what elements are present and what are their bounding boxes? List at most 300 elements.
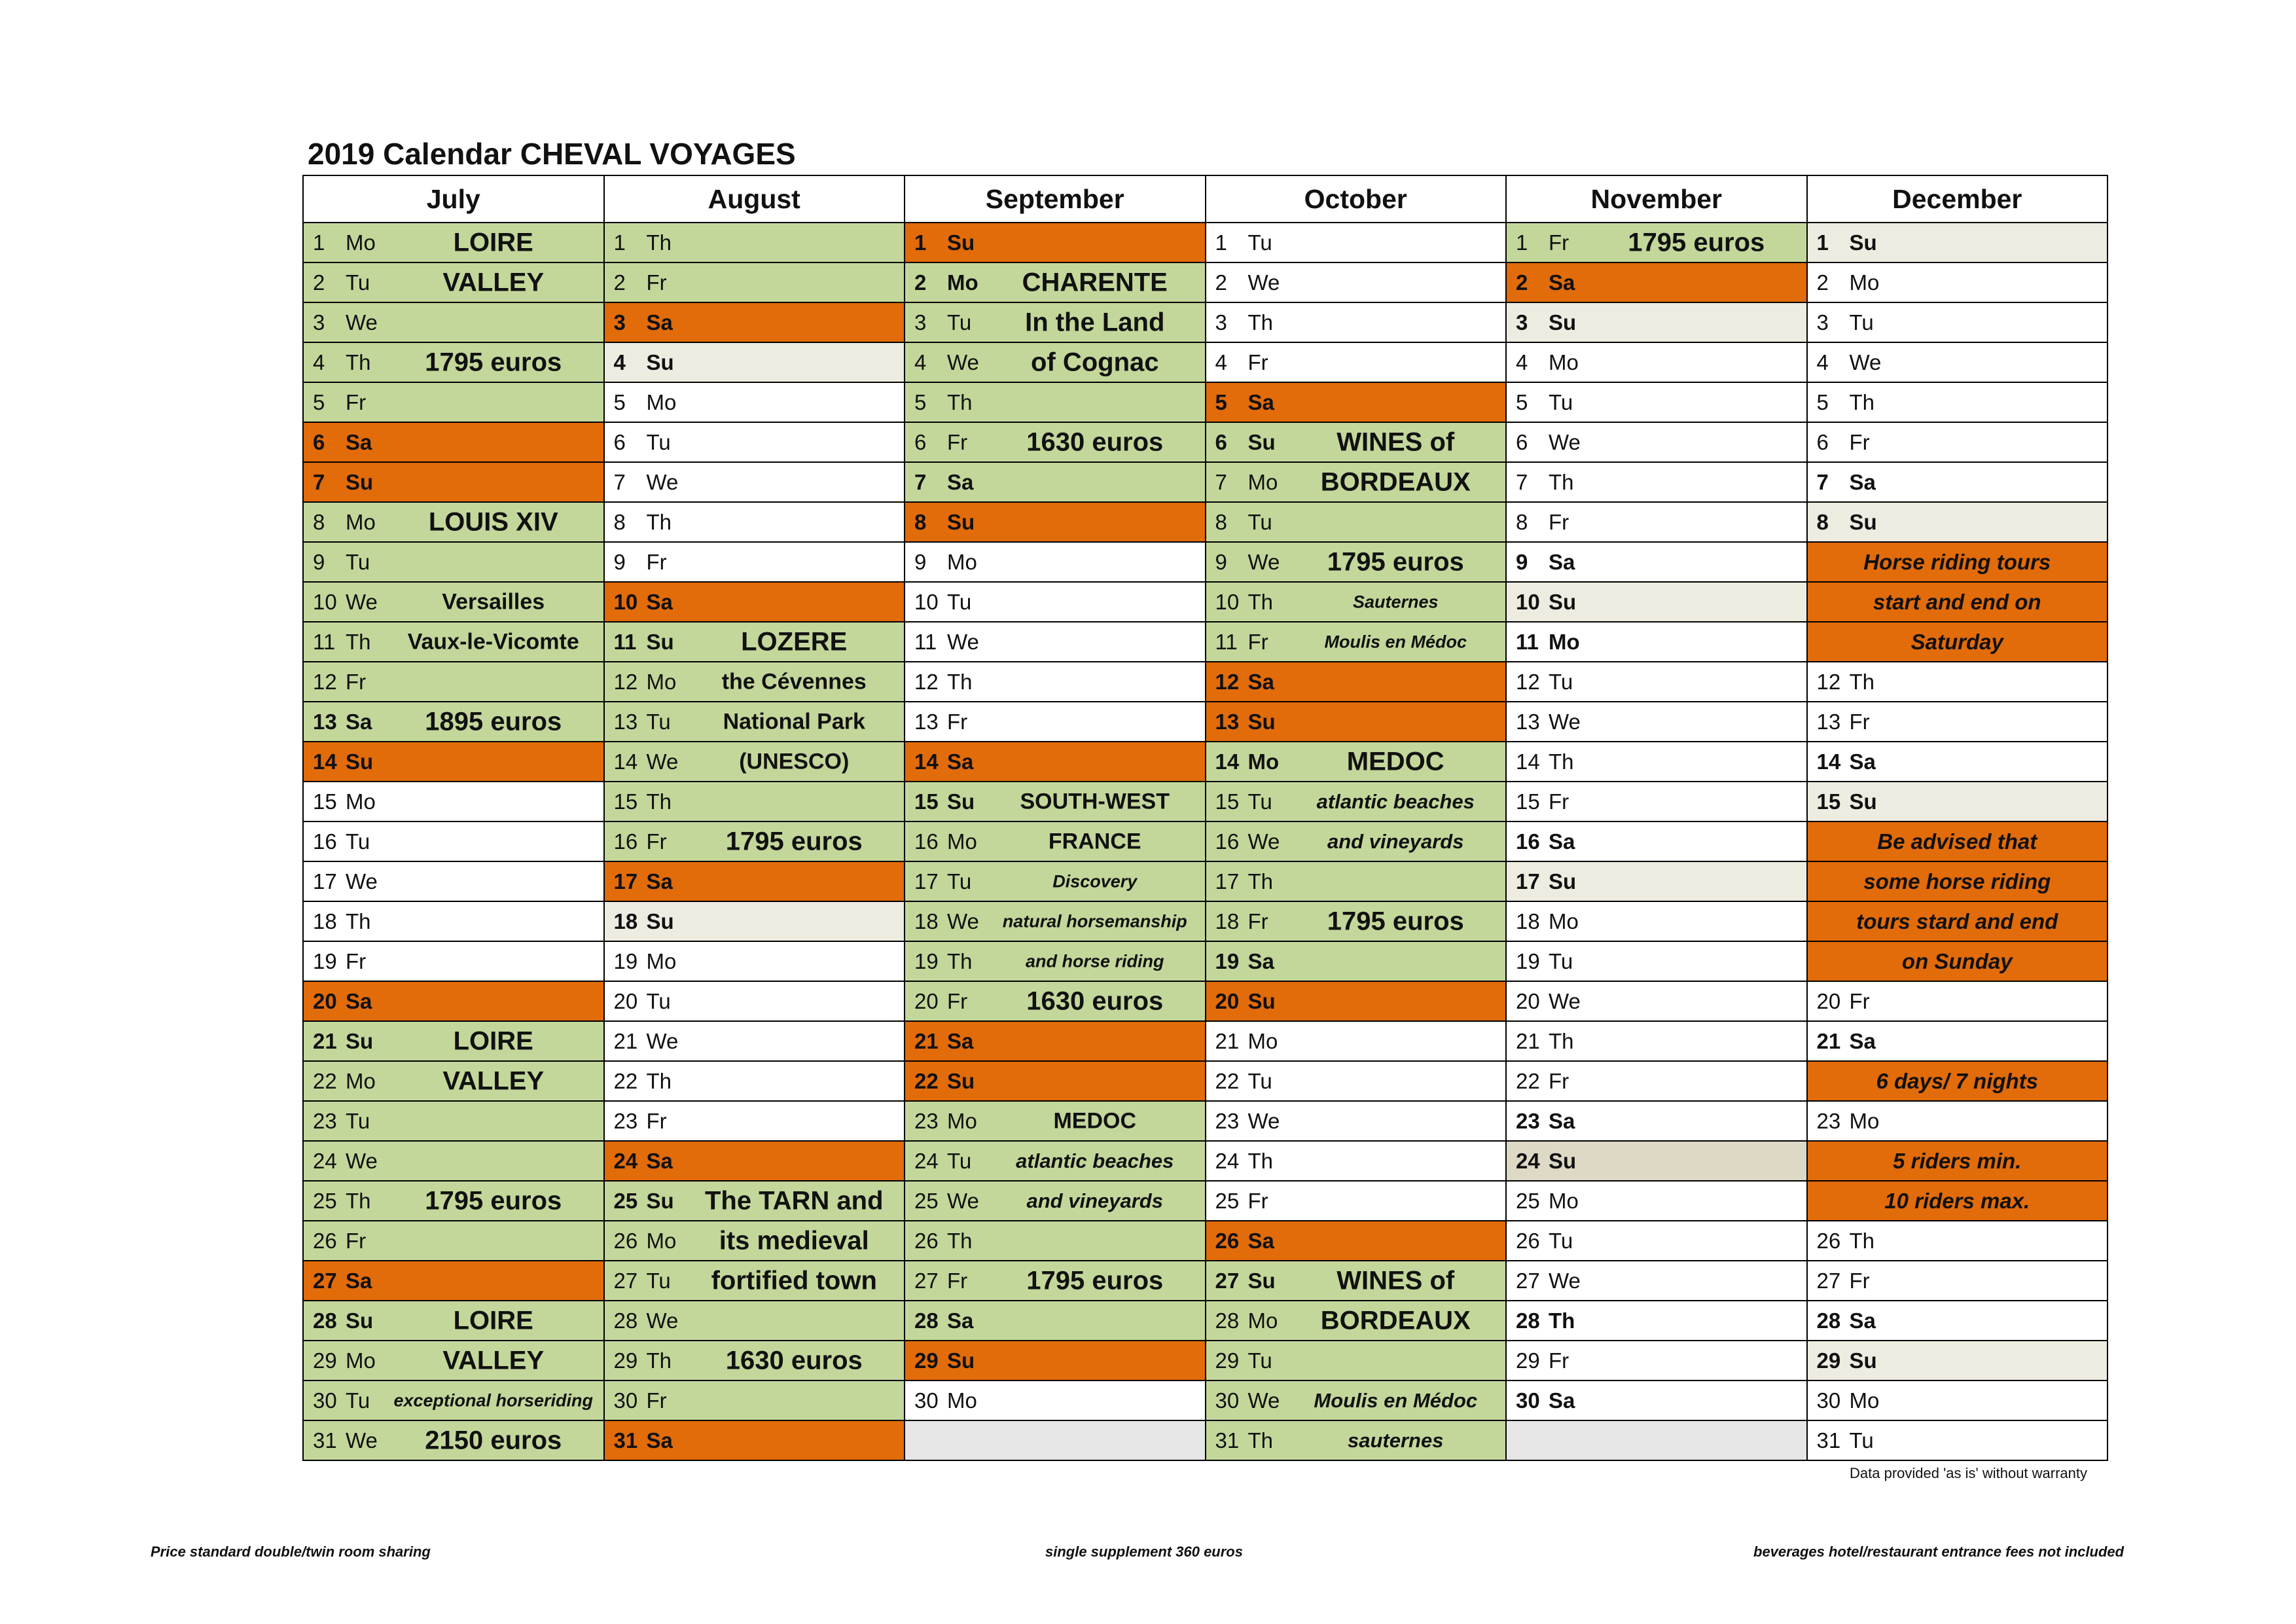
day-cell-august bbox=[604, 941, 905, 981]
day-number: 23 bbox=[1516, 1108, 1540, 1133]
tour-note: Saturday bbox=[1910, 629, 2003, 654]
tour-note: and vineyards bbox=[1026, 1189, 1163, 1212]
day-number: 19 bbox=[1215, 948, 1240, 973]
day-number: 26 bbox=[313, 1228, 337, 1253]
day-cell-july bbox=[303, 662, 604, 702]
weekday-label: Sa bbox=[346, 988, 372, 1013]
day-cell-december bbox=[1807, 981, 2108, 1021]
day-number: 29 bbox=[1816, 1348, 1841, 1373]
tour-note: exceptional horseriding bbox=[393, 1390, 594, 1410]
day-number: 26 bbox=[914, 1228, 939, 1253]
day-cell-december bbox=[1807, 1341, 2108, 1380]
day-number: 24 bbox=[1215, 1148, 1240, 1173]
weekday-label: Th bbox=[947, 1228, 973, 1253]
calendar-row bbox=[303, 382, 2108, 422]
month-header-row bbox=[303, 175, 2108, 223]
weekday-label: Th bbox=[646, 789, 672, 814]
day-number: 28 bbox=[313, 1308, 337, 1333]
weekday-label: Th bbox=[947, 669, 973, 694]
weekday-label: Mo bbox=[947, 1108, 977, 1133]
day-cell-september bbox=[905, 662, 1206, 702]
tour-note: VALLEY bbox=[442, 268, 545, 297]
day-number: 10 bbox=[1215, 589, 1240, 614]
day-cell-november bbox=[1506, 702, 1807, 742]
day-cell-july bbox=[303, 262, 604, 302]
day-cell-november bbox=[1506, 1181, 1807, 1221]
day-number: 12 bbox=[914, 669, 939, 694]
weekday-label: Th bbox=[346, 1188, 371, 1213]
day-cell-july bbox=[303, 462, 604, 502]
day-cell-november bbox=[1506, 302, 1807, 342]
day-cell-july bbox=[303, 1141, 604, 1181]
weekday-label: Sa bbox=[346, 1268, 372, 1293]
day-cell-november bbox=[1506, 1221, 1807, 1261]
day-cell-november bbox=[1506, 941, 1807, 981]
day-number: 18 bbox=[1516, 909, 1540, 933]
weekday-label: Th bbox=[346, 629, 371, 654]
day-number: 8 bbox=[914, 509, 927, 534]
day-cell-november bbox=[1506, 1380, 1807, 1420]
weekday-label: Su bbox=[1849, 230, 1877, 255]
disclaimer: Data provided 'as is' without warranty bbox=[1850, 1465, 2088, 1481]
day-cell-july bbox=[303, 582, 604, 622]
weekday-label: We bbox=[646, 1308, 679, 1333]
day-cell-november bbox=[1506, 1341, 1807, 1380]
tour-note: 1795 euros bbox=[425, 1186, 562, 1215]
weekday-label: Fr bbox=[646, 270, 667, 295]
day-cell-august bbox=[604, 782, 905, 821]
weekday-label: Mo bbox=[947, 1388, 977, 1413]
day-number: 18 bbox=[313, 909, 337, 933]
day-number: 11 bbox=[1215, 629, 1238, 654]
day-cell-september bbox=[905, 582, 1206, 622]
day-number: 13 bbox=[1215, 709, 1240, 734]
weekday-label: Mo bbox=[1549, 1188, 1579, 1213]
day-number: 22 bbox=[914, 1068, 939, 1093]
tour-note: sauternes bbox=[1348, 1428, 1444, 1452]
tour-note: SOUTH-WEST bbox=[1020, 789, 1170, 814]
weekday-label: Su bbox=[1549, 869, 1577, 893]
weekday-label: Sa bbox=[1849, 749, 1876, 774]
weekday-label: We bbox=[1549, 1268, 1581, 1293]
day-number: 10 bbox=[914, 589, 939, 614]
weekday-label: Tu bbox=[1247, 789, 1272, 814]
weekday-label: Tu bbox=[646, 429, 671, 454]
weekday-label: Tu bbox=[1849, 1428, 1874, 1453]
tour-note: Moulis en Médoc bbox=[1314, 1388, 1478, 1412]
weekday-label: Sa bbox=[646, 310, 673, 334]
day-number: 17 bbox=[1516, 869, 1540, 893]
tour-note: fortified town bbox=[711, 1266, 877, 1295]
day-cell-december bbox=[1807, 1301, 2108, 1341]
weekday-label: Tu bbox=[947, 589, 972, 614]
day-cell-september bbox=[905, 302, 1206, 342]
tour-note: MEDOC bbox=[1053, 1108, 1137, 1133]
day-number: 2 bbox=[1816, 270, 1829, 295]
day-cell-december bbox=[1807, 1380, 2108, 1420]
calendar-row bbox=[303, 342, 2108, 382]
day-cell-november bbox=[1506, 1301, 1807, 1341]
day-number: 15 bbox=[1215, 789, 1240, 814]
tour-note: National Park bbox=[723, 709, 865, 734]
weekday-label: Mo bbox=[1247, 749, 1280, 774]
day-cell-december bbox=[1807, 462, 2108, 502]
day-cell-november bbox=[1506, 782, 1807, 821]
weekday-label: Tu bbox=[646, 709, 671, 734]
day-number: 18 bbox=[914, 909, 939, 933]
weekday-label: Fr bbox=[947, 429, 968, 454]
day-cell-september bbox=[905, 1301, 1206, 1341]
day-cell-october bbox=[1206, 1061, 1507, 1101]
day-number: 12 bbox=[1516, 669, 1540, 694]
day-cell-august bbox=[604, 262, 905, 302]
tour-note: Vaux-le-Vicomte bbox=[407, 629, 579, 654]
weekday-label: Mo bbox=[947, 270, 978, 295]
day-cell-september bbox=[905, 262, 1206, 302]
tour-note: on Sunday bbox=[1901, 948, 2013, 973]
day-number: 15 bbox=[613, 789, 638, 814]
day-cell-july bbox=[303, 821, 604, 861]
weekday-label: Mo bbox=[947, 829, 977, 854]
weekday-label: We bbox=[1247, 829, 1280, 854]
day-number: 18 bbox=[1215, 909, 1240, 933]
day-number: 6 bbox=[613, 429, 626, 454]
weekday-label: Th bbox=[1849, 389, 1875, 414]
day-number: 28 bbox=[914, 1308, 939, 1333]
day-cell-september bbox=[905, 1221, 1206, 1261]
day-cell-december bbox=[1807, 582, 2108, 622]
day-cell-july bbox=[303, 1221, 604, 1261]
weekday-label: We bbox=[1247, 1108, 1280, 1133]
day-cell-september bbox=[905, 821, 1206, 861]
day-cell-november bbox=[1506, 582, 1807, 622]
day-number: 2 bbox=[1516, 270, 1528, 295]
weekday-label: Su bbox=[646, 909, 674, 933]
calendar-row bbox=[303, 622, 2108, 662]
day-cell-august bbox=[604, 1141, 905, 1181]
weekday-label: Su bbox=[1549, 589, 1577, 614]
day-cell-november bbox=[1506, 1021, 1807, 1061]
calendar-row bbox=[303, 1341, 2108, 1380]
day-number: 3 bbox=[1215, 310, 1227, 334]
weekday-label: Tu bbox=[1549, 389, 1573, 414]
day-cell-december bbox=[1807, 502, 2108, 542]
day-number: 21 bbox=[1816, 1028, 1841, 1053]
tour-note: the Cévennes bbox=[721, 669, 867, 694]
day-cell-august bbox=[604, 1221, 905, 1261]
day-cell-september bbox=[905, 901, 1206, 941]
weekday-label: We bbox=[947, 629, 979, 654]
day-cell-october bbox=[1206, 502, 1507, 542]
calendar-row bbox=[303, 821, 2108, 861]
tour-note: Horse riding tours bbox=[1863, 549, 2051, 574]
day-number: 19 bbox=[1516, 948, 1540, 973]
weekday-label: Sa bbox=[346, 709, 372, 734]
weekday-label: Tu bbox=[346, 270, 370, 295]
day-cell-august bbox=[604, 1341, 905, 1380]
weekday-label: Fr bbox=[1247, 629, 1268, 654]
tour-note: Be advised that bbox=[1877, 829, 2037, 854]
tour-note: tours stard and end bbox=[1856, 909, 2058, 933]
day-number: 16 bbox=[313, 829, 337, 854]
weekday-label: Su bbox=[1849, 509, 1877, 534]
day-number: 6 bbox=[313, 429, 325, 454]
day-cell-october bbox=[1206, 382, 1507, 422]
weekday-label: Th bbox=[1549, 1028, 1574, 1053]
weekday-label: We bbox=[1549, 429, 1581, 454]
calendar-row bbox=[303, 542, 2108, 582]
weekday-label: Fr bbox=[646, 829, 667, 854]
day-cell-august bbox=[604, 702, 905, 742]
day-cell-july bbox=[303, 861, 604, 901]
day-number: 30 bbox=[1215, 1388, 1240, 1413]
day-cell-november bbox=[1506, 901, 1807, 941]
day-cell-october bbox=[1206, 821, 1507, 861]
weekday-label: Sa bbox=[1247, 948, 1274, 973]
day-number: 21 bbox=[1215, 1028, 1240, 1053]
weekday-label: Th bbox=[1247, 1428, 1274, 1453]
day-cell-august bbox=[604, 861, 905, 901]
day-number: 6 bbox=[914, 429, 927, 454]
day-number: 2 bbox=[1215, 270, 1227, 295]
weekday-label: Fr bbox=[1247, 909, 1268, 933]
weekday-label: Tu bbox=[646, 1268, 671, 1293]
day-number: 6 bbox=[1516, 429, 1528, 454]
weekday-label: Su bbox=[947, 789, 975, 814]
calendar-table bbox=[302, 175, 2108, 1461]
weekday-label: Tu bbox=[1549, 948, 1573, 973]
day-cell-july bbox=[303, 1061, 604, 1101]
day-number: 29 bbox=[1516, 1348, 1540, 1373]
day-cell-september bbox=[905, 1061, 1206, 1101]
day-cell-september bbox=[905, 1021, 1206, 1061]
day-number: 1 bbox=[1215, 230, 1227, 255]
day-cell-november bbox=[1506, 1420, 1807, 1460]
day-number: 6 bbox=[1816, 429, 1829, 454]
day-number: 9 bbox=[1215, 549, 1227, 574]
day-cell-august bbox=[604, 662, 905, 702]
weekday-label: Su bbox=[947, 1348, 975, 1373]
day-number: 7 bbox=[313, 469, 325, 494]
day-cell-december bbox=[1807, 901, 2108, 941]
day-number: 23 bbox=[1215, 1108, 1240, 1133]
day-cell-november bbox=[1506, 622, 1807, 662]
weekday-label: Fr bbox=[1247, 350, 1268, 374]
day-number: 11 bbox=[313, 629, 336, 654]
weekday-label: Th bbox=[646, 1068, 672, 1093]
weekday-label: Tu bbox=[1247, 1348, 1272, 1373]
weekday-label: Sa bbox=[646, 869, 673, 893]
day-number: 1 bbox=[613, 230, 626, 255]
day-cell-october bbox=[1206, 542, 1507, 582]
calendar-row bbox=[303, 901, 2108, 941]
weekday-label: We bbox=[947, 909, 979, 933]
weekday-label: We bbox=[646, 469, 679, 494]
day-cell-november bbox=[1506, 742, 1807, 782]
weekday-label: Fr bbox=[346, 948, 367, 973]
day-cell-december bbox=[1807, 382, 2108, 422]
weekday-label: We bbox=[1549, 988, 1581, 1013]
calendar-row bbox=[303, 742, 2108, 782]
day-number: 27 bbox=[313, 1268, 337, 1293]
weekday-label: Tu bbox=[947, 310, 972, 334]
day-cell-august bbox=[604, 981, 905, 1021]
calendar-row bbox=[303, 1181, 2108, 1221]
weekday-label: Th bbox=[1247, 1148, 1274, 1173]
calendar-row bbox=[303, 1141, 2108, 1181]
day-number: 27 bbox=[613, 1268, 638, 1293]
weekday-label: Th bbox=[646, 509, 672, 534]
tour-note: 5 riders min. bbox=[1893, 1148, 2022, 1173]
day-cell-september bbox=[905, 223, 1206, 262]
weekday-label: Mo bbox=[1247, 1028, 1278, 1053]
weekday-label: Mo bbox=[1549, 350, 1579, 374]
tour-note: and vineyards bbox=[1327, 829, 1464, 853]
tour-note: (UNESCO) bbox=[739, 749, 850, 774]
day-number: 4 bbox=[1215, 350, 1227, 374]
tour-note: start and end on bbox=[1873, 589, 2041, 614]
day-cell-december bbox=[1807, 1221, 2108, 1261]
day-number: 5 bbox=[1516, 389, 1528, 414]
tour-note: 1895 euros bbox=[425, 707, 562, 736]
weekday-label: We bbox=[947, 1188, 979, 1213]
weekday-label: We bbox=[1247, 549, 1280, 574]
day-number: 8 bbox=[613, 509, 626, 534]
month-header-november: November bbox=[1506, 175, 1807, 223]
day-cell-september bbox=[905, 1261, 1206, 1301]
day-number: 14 bbox=[1215, 749, 1240, 774]
weekday-label: Su bbox=[646, 350, 674, 374]
weekday-label: Fr bbox=[646, 549, 667, 574]
day-number: 4 bbox=[1816, 350, 1829, 374]
weekday-label: Mo bbox=[346, 1068, 376, 1093]
day-cell-october bbox=[1206, 861, 1507, 901]
day-number: 13 bbox=[914, 709, 939, 734]
day-number: 19 bbox=[613, 948, 638, 973]
day-cell-october bbox=[1206, 1380, 1507, 1420]
day-number: 10 bbox=[613, 589, 638, 614]
weekday-label: Mo bbox=[947, 549, 977, 574]
day-cell-december bbox=[1807, 342, 2108, 382]
tour-note: Versailles bbox=[442, 589, 545, 614]
day-cell-december bbox=[1807, 861, 2108, 901]
day-cell-october bbox=[1206, 702, 1507, 742]
day-number: 8 bbox=[1215, 509, 1227, 534]
day-number: 23 bbox=[613, 1108, 638, 1133]
day-cell-october bbox=[1206, 1221, 1507, 1261]
month-header-july: July bbox=[303, 175, 604, 223]
day-number: 20 bbox=[1816, 988, 1841, 1013]
day-cell-august bbox=[604, 1021, 905, 1061]
day-number: 9 bbox=[613, 549, 626, 574]
day-cell-december bbox=[1807, 782, 2108, 821]
day-cell-november bbox=[1506, 382, 1807, 422]
day-cell-october bbox=[1206, 223, 1507, 262]
weekday-label: Th bbox=[1849, 669, 1875, 694]
tour-note: atlantic beaches bbox=[1316, 789, 1475, 813]
day-cell-october bbox=[1206, 302, 1507, 342]
weekday-label: We bbox=[346, 1148, 378, 1173]
day-cell-september bbox=[905, 1420, 1206, 1460]
tour-note: BORDEAUX bbox=[1320, 467, 1471, 496]
day-cell-december bbox=[1807, 1141, 2108, 1181]
weekday-label: Tu bbox=[346, 829, 370, 854]
tour-note: and horse riding bbox=[1025, 951, 1164, 971]
day-number: 5 bbox=[613, 389, 626, 414]
tour-note: 2150 euros bbox=[425, 1426, 562, 1454]
day-number: 25 bbox=[1215, 1188, 1240, 1213]
day-number: 27 bbox=[1816, 1268, 1841, 1293]
month-header-september: September bbox=[905, 175, 1206, 223]
day-cell-october bbox=[1206, 1261, 1507, 1301]
day-cell-november bbox=[1506, 223, 1807, 262]
day-number: 24 bbox=[1516, 1148, 1540, 1173]
day-cell-september bbox=[905, 1101, 1206, 1141]
day-number: 9 bbox=[914, 549, 927, 574]
day-cell-december bbox=[1807, 1181, 2108, 1221]
tour-note: 1630 euros bbox=[725, 1346, 863, 1375]
tour-note: VALLEY bbox=[442, 1346, 545, 1375]
weekday-label: Th bbox=[646, 1348, 672, 1373]
month-header-october: October bbox=[1206, 175, 1507, 223]
day-cell-december bbox=[1807, 702, 2108, 742]
weekday-label: Th bbox=[1247, 310, 1274, 334]
weekday-label: Th bbox=[947, 389, 973, 414]
day-number: 30 bbox=[1516, 1388, 1540, 1413]
day-number: 9 bbox=[313, 549, 325, 574]
day-number: 26 bbox=[613, 1228, 638, 1253]
day-number: 14 bbox=[313, 749, 337, 774]
day-number: 22 bbox=[613, 1068, 638, 1093]
day-cell-november bbox=[1506, 262, 1807, 302]
day-number: 13 bbox=[1516, 709, 1540, 734]
day-number: 29 bbox=[1215, 1348, 1240, 1373]
day-number: 21 bbox=[613, 1028, 638, 1053]
day-number: 12 bbox=[313, 669, 337, 694]
tour-note: 1630 euros bbox=[1026, 986, 1164, 1015]
tour-note: LOUIS XIV bbox=[428, 507, 558, 536]
footer-price-note: Price standard double/twin room sharing bbox=[151, 1543, 431, 1560]
day-cell-october bbox=[1206, 941, 1507, 981]
weekday-label: Tu bbox=[1549, 669, 1573, 694]
day-cell-december bbox=[1807, 1420, 2108, 1460]
weekday-label: Su bbox=[947, 230, 975, 255]
weekday-label: Mo bbox=[646, 1228, 677, 1253]
weekday-label: Su bbox=[1247, 988, 1276, 1013]
day-cell-november bbox=[1506, 542, 1807, 582]
day-number: 28 bbox=[1215, 1308, 1240, 1333]
weekday-label: Su bbox=[346, 1028, 374, 1053]
day-cell-september bbox=[905, 502, 1206, 542]
footer-exclusions-note: beverages hotel/restaurant entrance fees not included bbox=[1753, 1543, 2125, 1560]
day-number: 14 bbox=[613, 749, 638, 774]
day-number: 26 bbox=[1516, 1228, 1540, 1253]
day-cell-august bbox=[604, 542, 905, 582]
day-number: 29 bbox=[914, 1348, 939, 1373]
day-number: 21 bbox=[1516, 1028, 1540, 1053]
day-number: 14 bbox=[914, 749, 939, 774]
day-number: 4 bbox=[613, 350, 626, 374]
day-number: 11 bbox=[914, 629, 937, 654]
tour-note: LOIRE bbox=[453, 1306, 533, 1335]
calendar-row bbox=[303, 861, 2108, 901]
tour-note: VALLEY bbox=[442, 1066, 545, 1095]
day-cell-september bbox=[905, 702, 1206, 742]
weekday-label: We bbox=[346, 310, 378, 334]
day-number: 7 bbox=[1215, 469, 1227, 494]
weekday-label: Sa bbox=[1247, 1228, 1274, 1253]
weekday-label: Mo bbox=[646, 669, 677, 694]
